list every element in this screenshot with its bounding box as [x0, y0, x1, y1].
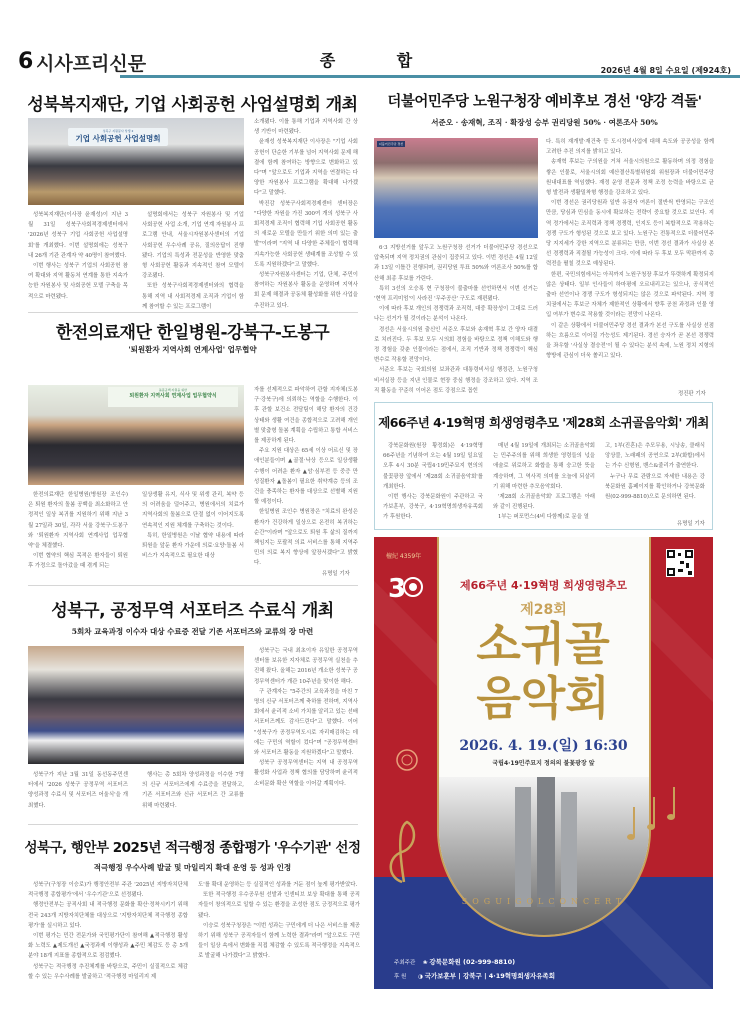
- paragraph: 한일병원 조인수 병원장은 "치료의 완성은 환자가 건강하게 일상으로 온전히 복귀하는 순간"이라며 "앞으로도 퇴원 후 삶의 질까지 책임지는 포괄적 의료 서비스를 통해 지역주민의 의료 복지 향상에 앞장서겠다"고 밝혔다.: [254, 509, 358, 567]
- poster-sponsors: [394, 971, 555, 980]
- host-name: 강북문화원 (02-999-8810): [429, 958, 516, 966]
- masthead: [0, 0, 743, 80]
- paragraph: 한전의료재단 한일병원(병원장 조인수)은 퇴원 환자의 돌봄 공백을 최소화하고 안정적인 일상 복귀를 지원하기 위해 지난 3월 27일과 30일, 각각 서울 강북구·도봉구와 '퇴원환자 지역사회 연계사업 업무협약'을 체결했다.: [28, 492, 128, 550]
- ornament-icon: [396, 749, 418, 771]
- poster-circle-text: SOGUIGOLCONCERT: [461, 897, 627, 906]
- paragraph: 이 같은 상황에서 더불어민주당 경선 결과가 본선 구도를 사실상 선점하는 흐름으로 이어질 가능성도 제기된다. 경선 승자가 곧 본선 경쟁력을 좌우할 '사실상 결승전'이 될 수 있다는 분석 속에, 노원 정치 지형의 향방에 관심이 더욱 쏠리고 있다.: [546, 322, 714, 360]
- dangi-year: 檀紀 4359年: [386, 553, 422, 560]
- sponsor-label: 후 원: [394, 974, 407, 980]
- body-col-1: [383, 441, 483, 523]
- host-label: 주최주관: [394, 960, 416, 966]
- body-col-1: [374, 243, 538, 396]
- divider: [28, 312, 358, 313]
- photo-banner: [68, 128, 168, 146]
- body-col-2: [142, 490, 244, 561]
- poster-venue: 국립4·19민주묘지 정의의 불꽃광장 앞: [492, 760, 595, 767]
- paragraph: 성북구 공정무역센터는 지역 내 공정무역 활성화 사업과 정책 협의를 담당하며 윤리적 소비문화 확산 역할을 이어갈 계획이다.: [254, 760, 358, 787]
- paragraph: 서준오 후보는 국회의원 보좌관과 대통령비서실 행정관, 노원구청 비서실장 등을 지낸 인물로 현장 중심 행정을 강조하고 있다. 지역 조직 활동을 꾸준히 이어온 점도 강점으로 꼽힌: [374, 367, 538, 394]
- memorial-pillar: [537, 777, 555, 907]
- sponsor-names: 국가보훈부 | 강북구 | 4·19혁명희생자유족회: [424, 972, 555, 980]
- paragraph: 성북구가 지난 3월 31일 동선동주민센터에서 '2026 성북구 공정무역 서포터즈 양성과정 수료식 및 서포터즈 어울식'을 개최했다.: [28, 772, 128, 809]
- paragraph: 6·3 지방선거를 앞두고 노원구청장 선거가 더불어민주당 경선으로 압축되며 지역 정치권의 관심이 집중되고 있다. 이번 경선은 4월 12일과 13일 이틀간 진행되며, 권리당원 투표 50%와 여론조사 50%를 합산해 최종 후보를 가린다.: [374, 245, 538, 282]
- body-col-3: [254, 646, 358, 789]
- poster-host: [394, 957, 515, 966]
- body-col-3: [605, 441, 705, 502]
- divider: [28, 585, 358, 586]
- paragraph: 도'를 확대 운영하는 등 실질적인 성과를 거둔 점이 높게 평가받았다.: [198, 882, 358, 888]
- banner-text: 기업 사회공헌 사업설명회: [75, 134, 161, 143]
- paragraph: 일상생활 유지, 식사 및 위생 관리, 복약 등의 어려움을 덜어주고, 병원에서의 치료가 지역사회의 돌봄으로 단절 없이 이어지도록 연속적인 지원 체계를 구축하는 것이다.: [142, 492, 244, 529]
- body-col-2: [142, 770, 244, 811]
- treble-clef-icon: [382, 817, 432, 887]
- section-title: 종 합: [319, 51, 441, 70]
- headline[interactable]: 성북구, 행안부 2025년 적극행정 종합평가 '우수기관' 선정: [24, 840, 361, 856]
- photo-hospital-agreement[interactable]: [28, 385, 244, 485]
- concert-poster[interactable]: [374, 537, 713, 989]
- paragraph: 특히 3선의 오승록 현 구청장이 불출마를 선언하면서 이번 선거는 '현역 프리미엄'이 사라진 '무주공산' 구도로 재편됐다.: [374, 285, 538, 303]
- paragraph: 이번 행사는 성북구 기업의 사회공헌 참여 확대와 지역 활동처 연계를 통한 지속가능한 자원봉사 및 사회공헌 모델 구축을 목적으로 마련됐다.: [28, 263, 128, 300]
- byline: 유명일 기자: [677, 521, 705, 527]
- byline: 정진판 기자: [678, 391, 706, 397]
- header-rule: [120, 75, 740, 78]
- article-concert: [374, 402, 713, 530]
- subhead: '퇴원환자 지역사회 연계사업' 업무협약: [128, 345, 257, 354]
- subhead: 5회차 교육과정 이수자 대상 수료증 전달 기존 서포터즈와 교류의 장 마련: [71, 627, 314, 636]
- memorial-pillar: [561, 792, 577, 907]
- photo-banner: [108, 387, 238, 407]
- page-number: 6: [18, 49, 34, 74]
- host-emblem-icon: ❀: [423, 960, 428, 966]
- poster-title-line2: 제28회: [520, 602, 567, 618]
- photo-fairtrade-supporters[interactable]: [28, 646, 244, 764]
- headline[interactable]: 성북복지재단, 기업 사회공헌 사업설명회 개최: [27, 95, 358, 115]
- qr-code-icon[interactable]: [666, 549, 694, 577]
- paragraph: 성북구는 국내 최초이자 유일한 공정무역센터를 보유한 지자체로 공정무역 실천을 추진해 왔다. 올해는 2016년 개소한 성북구 공정무역센터가 개관 10주년을 맞이한 해다.: [254, 648, 358, 685]
- poster-title-line1: 제66주년 4·19혁명 희생영령추모: [460, 579, 627, 592]
- paper-logo[interactable]: 시사프리신문: [36, 53, 147, 75]
- paragraph: 행사는 총 5회차 양성과정을 이수한 7명의 신규 서포터즈에게 수료증을 전달하고, 기존 서포터즈와 신규 서포터즈 간 교류를 위해 마련됐다.: [142, 772, 244, 809]
- banner-small-text: 돌봄공백 자원을 위한: [159, 388, 187, 392]
- paragraph: 행정안전부는 공직사회 내 적극행정 문화를 확산·정착시키기 위해 전국 243개 지방자치단체를 대상으로 '지방자치단체 적극행정 종합평가'를 실시하고 있다.: [28, 902, 188, 929]
- paragraph: 박진감 성북구사회적경제센터 센터장은 "다양한 자원을 가진 300여 개의 성북구 사회적경제 조직이 협력해 기업 사회공헌 활동의 새로운 모델을 만들기 위한 의미 있는 출발"이라며 "지역 내 다양한 주체들이 협력해 지속가능한 사회공헌 생태계를 조성할 수 있도록 지원하겠다"고 말했다.: [254, 200, 358, 268]
- body-col-2: [546, 137, 714, 361]
- paragraph: 경선은 서울시의원 출신인 서준오 후보와 송재혁 후보 간 양자 대결로 치러진다. 두 후보 모두 시의회 경험을 바탕으로 정책 이해도와 행정 경험을 갖춘 인물이라는 점에서, 조직 기반과 정책 경쟁력이 핵심 변수로 작용할 전망이다.: [374, 326, 538, 364]
- divider: [28, 824, 358, 825]
- paragraph: 이번 평가는 민간 전문가와 국민평가단이 참여해 ▲적극행정 활성화 노력도 ▲제도개선 ▲국정과제 이행성과 ▲주민 체감도 등 총 5개 분야 18개 지표를 종합적으로 점검했다.: [28, 933, 188, 960]
- body-col-3: [254, 117, 358, 311]
- body-col-1: [28, 880, 188, 982]
- paragraph: 성북복지재단(이사장 윤재성)이 지난 3월 31일 성북구사회적경제센터에서 '2026년 성북구 기업 사회공헌 사업설명회'를 개최했다. 이번 설명회에는 성북구 내 26개 기관 관계자 약 40명이 참여했다.: [28, 212, 128, 259]
- paragraph: 성북구자원봉사센터는 기업, 단체, 주민이 참여하는 자원봉사 활동을 운영하며 지역사회 문제 해결과 공동체 활성화를 위한 사업을 추진하고 있다.: [254, 272, 359, 309]
- subhead: 서준오 · 송재혁, 조직 · 확장성 승부 권리당원 50% · 여론조사 50%: [431, 118, 658, 127]
- headline[interactable]: 한전의료재단 한일병원-강북구-도봉구: [55, 323, 330, 343]
- headline[interactable]: 제66주년 4·19혁명 희생영령추모 '제28회 소귀골음악회' 개최: [378, 415, 709, 430]
- paragraph: 다. 특히 재개발·재건축 등 도시정비사업에 대해 속도와 공공성을 함께 고려한 추진 의지를 밝히고 있다.: [546, 139, 714, 156]
- paragraph: 이에 따라 후보 개인의 경쟁력과 조직력, 대중 확장성이 그대로 드러나는 선거가 될 것이라는 분석이 나온다.: [374, 306, 538, 323]
- body-col-1: [28, 210, 128, 302]
- headline[interactable]: 더불어민주당 노원구청장 예비후보 경선 '양강 격돌': [387, 94, 702, 110]
- paragraph: 강북문화원(원장 황정회)은 4·19혁명 66주년을 기념하여 오는 4월 19일 일요일 오후 4시 30분 국립4·19민주묘지 현의의 불꽃광장 앞에서 '제28회 소귀골음악회'를 개최한다.: [383, 443, 483, 490]
- body-col-1: [28, 490, 128, 572]
- body-col-3: [254, 385, 358, 569]
- body-col-2: [198, 880, 360, 962]
- paragraph: 성북구(구청장 이승로)가 행정안전부 주관 '2025년 지방자치단체 적극행정 종합평가'에서 '우수기관'으로 선정됐다.: [28, 882, 188, 899]
- paragraph: 1부는 퍼포먼스(4비 다함께)로 문을 열: [498, 514, 589, 521]
- svg-text:3: 3: [388, 574, 407, 604]
- paragraph: 이번 협약의 핵심 목적은 환자들이 퇴원 후 가정으로 돌아갔을 때 겪게 되는: [28, 553, 128, 570]
- subhead: 적극행정 우수사례 발굴 및 마일리지 확대 운영 등 성과 인정: [93, 863, 292, 872]
- photo-candidates[interactable]: [374, 138, 538, 238]
- paragraph: 특히, 한일병원은 이날 협약 내용에 따라 퇴원을 앞둔 환자 가운데 의료·요양·돌봄 서비스가 지속적으로 필요한 대상: [142, 532, 244, 560]
- paragraph: 소개됐다. 이를 통해 기업과 지역사회 간 상생 기반이 마련됐다.: [254, 119, 358, 136]
- paragraph: '제28회 소귀골음악회' 프로그램은 아래와 같이 진행된다.: [493, 494, 595, 511]
- paragraph: 성북구는 적극행정 추진체계를 바탕으로, 주민이 실질적으로 체감할 수 있는 우수사례를 발굴하고 '적극행정 마일리지 제: [28, 963, 188, 980]
- banner-text: 퇴원환자 지역사회 연계사업 업무협약식: [129, 393, 217, 399]
- music-notes-icon: [624, 777, 684, 847]
- body-col-1: [28, 770, 128, 811]
- paragraph: 구 관계자는 "5주간의 교육과정을 마친 7명의 신규 서포터즈께 축하를 전하며, 지역사회에서 윤리적 소비 가치를 알리고 있는 선배 서포터즈께도 감사드린다"고 말했다. 이어 "성북구가 공정무역도시로 자리매김하는 데에는 구민의 역할이 컸다"며 "공정무역센터와 서포터즈 활동을 지원하겠다"고 말했다.: [254, 688, 359, 757]
- paragraph: 이승로 성북구청장은 "이번 성과는 구민에게 더 나은 서비스를 제공하기 위해 성북구 공직자들이 함께 노력한 결과"라며 "앞으로도 구민들이 일상 속에서 변화를 직접 체감할 수 있도록 적극행정을 지속적으로 발굴해 나가겠다"고 밝혔다.: [198, 922, 360, 960]
- photo-tag: 더불어민주당 경선: [379, 142, 404, 146]
- photo-welfare-briefing[interactable]: [28, 118, 244, 205]
- paragraph: 고, 1부(진혼)은 추모무용, 시낭송, 클래식 앙상블, 노래패의 공연으로 2부(화합)에서는 가수 신형원, 밴스&줄리가 출연한다.: [605, 443, 705, 470]
- poster-title-line3: 소귀골 음악회: [476, 617, 610, 725]
- paragraph: 누구나 무료 관람으로 자세한 내용은 강북문화원 홈페이지를 확인하거나 강북문화원(02-999-8810)으로 문의하면 된다.: [605, 473, 705, 501]
- paragraph: 송재혁 후보는 구의원을 거쳐 서울시의원으로 활동하며 의정 경험을 쌓은 인물로, 서울시의회 예산결산특별위원회 위원장과 더불어민주당 원내대표를 역임했다. 재정 운영 전문과 정책 조정 능력을 바탕으로 균형 발전과 생활밀착형 행정을 강조하고 있다.: [546, 159, 714, 197]
- paragraph: 매년 4월 19일에 개최되는 소귀골음악회는 민주주의를 위해 희생한 영령들의 넋을 애술로 위로하고 화합을 통해 숭고한 뜻을 계승하며, 그 역사적 의미를 오늘에 되살리기 위해 마련한 추모음악회다.: [493, 443, 595, 490]
- paragraph: 한편, 국민의힘에서는 아직까지 노원구청장 후보가 뚜렷하게 확정되지 않은 상태다. 일부 인사들이 하마평에 오르내리고는 있으나, 공식적인 출마 선언이나 경쟁 구도가 형성되지는 않은 것으로 파악된다. 지역 정치권에서는 후보군 자체가 제한적인 상황에서 향후 공천 과정과 인물 영입 여부가 변수로 작용할 것이라는 전망이 나온다.: [546, 271, 715, 319]
- poster-date: 2026. 4. 19.(일) 16:30: [459, 738, 628, 754]
- paragraph: 설명회에서는 성북구 자원봉사 및 기업 사회공헌 사업 소개, 기업 연계 자원봉사 프로그램 안내, 서울시자원봉사센터의 기업 사회공헌 우수사례 공유, 질의응답이 진행됐다. 기업의 특성과 전문성을 반영한 맞춤형 사회공헌 활동과 지속적인 참여 모델이 강조됐다.: [142, 212, 244, 280]
- paragraph: 자를 선제적으로 파악하여 관할 지자체(도봉구·강북구)에 의뢰하는 역할을 수행한다. 이후 관할 보건소 전담팀이 해당 환자의 건강 상태와 생활 여건을 종합적으로 고려해 개인별 맞춤형 돌봄 계획을 수립하고 통합 서비스를 제공하게 된다.: [254, 387, 359, 445]
- issue-date: 2026년 4월 8일 수요일 (제924호): [600, 66, 731, 75]
- paragraph: 이번 행사는 강북문화원이 주관하고 국가보훈부, 강북구, 4·19혁명희생자유족회가 후원한다.: [383, 494, 483, 521]
- paragraph: 윤재성 성북복지재단 이사장은 "기업 사회공헌이 단순한 기부를 넘어 지역사회 문제 해결에 함께 참여하는 방향으로 변화하고 있다"며 "앞으로도 기업과 지역을 연결하는 다양한 자원봉사 프로그램을 확대해 나가겠다"고 말했다.: [254, 139, 359, 197]
- headline[interactable]: 성북구, 공정무역 서포터즈 수료식 개최: [51, 601, 334, 621]
- paragraph: 또한 성북구사회적경제센터와의 협력을 통해 지역 내 사회적경제 조직과 기업이 함께 참여할 수 있는 프로그램이: [142, 283, 244, 310]
- byline: 유명일 기자: [322, 571, 350, 577]
- paragraph: 주요 지원 대상은 65세 이상 어르신 및 장애인분들이며 ▲골절·낙상 등으로 일상생활 수행이 어려운 환자 ▲암·심부전 등 중증 만성질환자 ▲돌봄이 필요한 취약계층 등의 조건을 충족하는 환자를 대상으로 선별해 지원할 예정이다.: [254, 448, 358, 506]
- paragraph: 또한 적극행정 우수공무원 선발과 인센티브 보상 확대를 통해 공직자들이 창의적으로 일할 수 있는 환경을 조성한 점도 긍정적으로 평가됐다.: [198, 892, 360, 919]
- memorial-pillar: [515, 787, 531, 907]
- paragraph: 이번 경선은 권리당원과 일반 유권자 여론이 절반씩 반영되는 구조인 만큼, 당심과 민심을 동시에 확보하는 전략이 중요할 것으로 보인다. 지역 정가에서는 조직력과 정책 경쟁력, 인지도 등이 복합적으로 작용하는 경쟁 구도가 형성된 것으로 보고 있다. 노원구는 전통적으로 더불어민주당 지지세가 강한 지역으로 분류되는 만큼, 이번 경선 결과가 사실상 본선 경쟁력과 직결될 가능성이 크다. 이에 따라 두 후보 모두 막판까지 총력전을 펼칠 것으로 예상된다.: [546, 200, 714, 268]
- banner-small-text: 성북구 지원봉사 상생 2: [102, 129, 134, 133]
- body-col-2: [493, 441, 595, 523]
- body-col-2: [142, 210, 244, 312]
- taegeuk-icon: ◑: [418, 974, 423, 980]
